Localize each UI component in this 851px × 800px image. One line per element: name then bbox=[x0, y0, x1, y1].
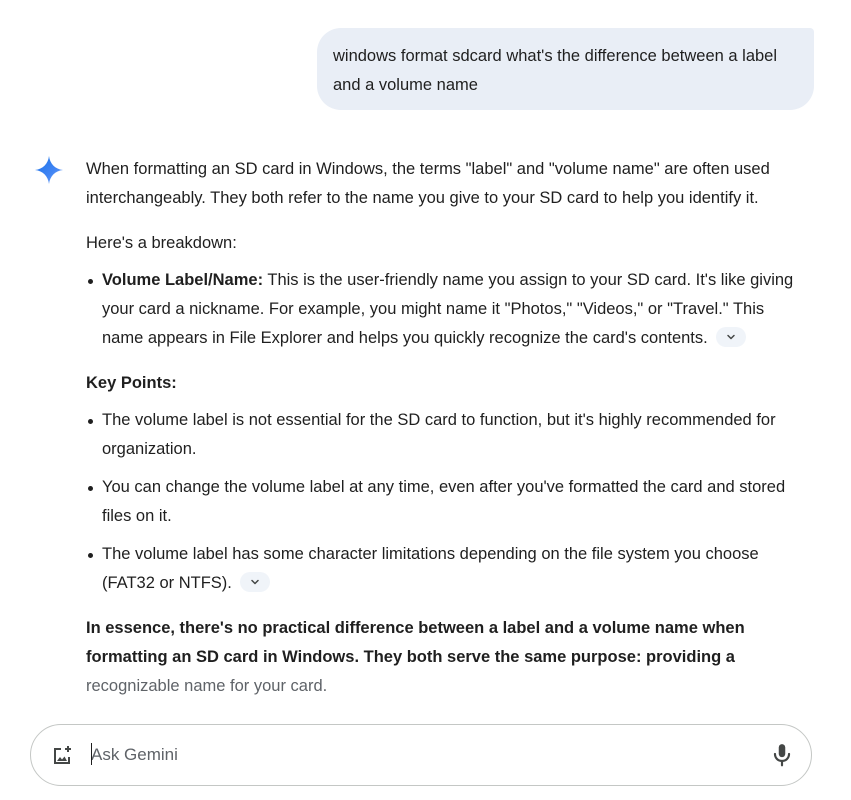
gemini-sparkle-icon bbox=[34, 155, 64, 185]
list-item bbox=[86, 473, 816, 531]
essence-summary bbox=[86, 614, 816, 701]
bullet-text: name appears in File Explorer and helps you quickly recognize the card's contents. bbox=[102, 329, 708, 347]
list-item bbox=[86, 266, 816, 353]
user-message-line: and a volume name bbox=[333, 76, 478, 94]
response-intro bbox=[86, 155, 816, 213]
essence-line: recognizable name for your card. bbox=[86, 677, 328, 695]
essence-line: formatting an SD card in Windows. They both serve the same purpose: providing a bbox=[86, 648, 735, 666]
chevron-down-icon bbox=[725, 331, 737, 343]
bullet-text: your card a nickname. For example, you might name it "Photos," "Videos," or "Travel." This bbox=[102, 300, 765, 318]
assistant-response bbox=[86, 155, 816, 701]
intro-line: interchangeably. They both refer to the name you give to your SD card to help you identify it. bbox=[86, 189, 759, 207]
list-item bbox=[86, 540, 816, 598]
bullet-text: The volume label is not essential for the SD card to function, but it's highly recommended for bbox=[102, 411, 776, 429]
essence-line: In essence, there's no practical difference between a label and a volume name when bbox=[86, 619, 745, 637]
bullet-text: The volume label has some character limitations depending on the file system you choose bbox=[102, 545, 759, 563]
list-item bbox=[86, 406, 816, 464]
breakdown-heading: Here's a breakdown: bbox=[86, 234, 237, 252]
prompt-input-bar bbox=[30, 724, 812, 786]
key-points-list bbox=[86, 406, 816, 598]
bullet-text: This is the user-friendly name you assign to your SD card. It's like giving bbox=[263, 271, 794, 289]
add-image-icon[interactable] bbox=[50, 744, 74, 768]
microphone-icon[interactable] bbox=[769, 742, 795, 768]
expand-source-chip[interactable] bbox=[716, 327, 746, 347]
user-message-bubble bbox=[317, 28, 814, 110]
user-message-line: windows format sdcard what's the difference between a label bbox=[333, 47, 778, 65]
bullet-text: files on it. bbox=[102, 507, 172, 525]
chevron-down-icon bbox=[249, 576, 261, 588]
breakdown-list bbox=[86, 266, 816, 353]
intro-line: When formatting an SD card in Windows, the terms "label" and "volume name" are often used bbox=[86, 160, 770, 178]
bullet-text: You can change the volume label at any time, even after you've formatted the card and stored bbox=[102, 478, 786, 496]
bullet-text: organization. bbox=[102, 440, 197, 458]
expand-source-chip[interactable] bbox=[240, 572, 270, 592]
ask-gemini-input[interactable] bbox=[91, 741, 731, 769]
bullet-term: Volume Label/Name: bbox=[102, 271, 264, 289]
text-caret bbox=[91, 743, 92, 765]
key-points-heading: Key Points: bbox=[86, 374, 177, 392]
bullet-text: (FAT32 or NTFS). bbox=[102, 574, 232, 592]
